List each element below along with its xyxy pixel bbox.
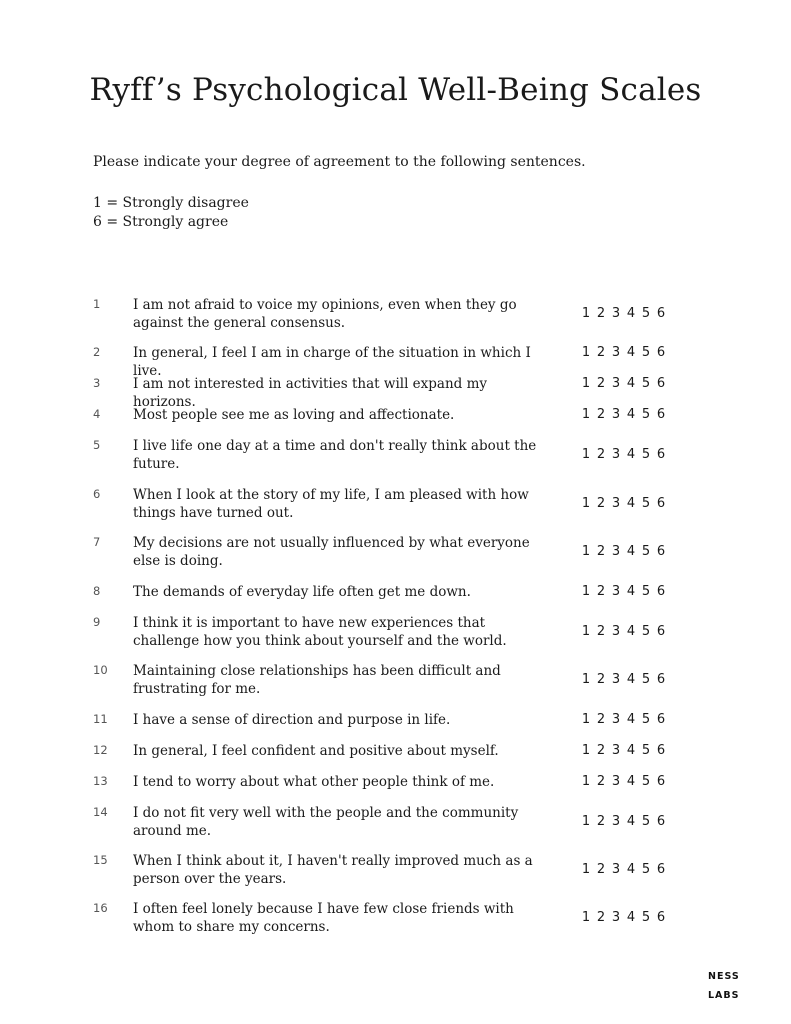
scale-legend-high: 6 = Strongly agree: [93, 214, 229, 230]
rating-option[interactable]: 5: [641, 584, 651, 599]
rating-option[interactable]: 2: [596, 584, 606, 599]
question-text: Most people see me as loving and affectionate.: [133, 407, 455, 423]
page-title: Ryff’s Psychological Well-Being Scales: [89, 72, 702, 108]
question-number: 4: [93, 407, 101, 421]
question-text: I tend to worry about what other people think of me.: [133, 774, 495, 790]
rating-option[interactable]: 4: [626, 774, 636, 789]
rating-option[interactable]: 1: [581, 774, 591, 789]
rating-option[interactable]: 2: [596, 407, 606, 422]
question-row: [93, 345, 693, 379]
rating-option[interactable]: 1: [581, 306, 591, 321]
rating-option[interactable]: 5: [641, 306, 651, 321]
question-row: [93, 663, 693, 699]
question-row: [93, 712, 693, 730]
rating-option[interactable]: 4: [626, 306, 636, 321]
question-text: When I think about it, I haven't really improved much as a person over the years.: [133, 853, 533, 887]
rating-option[interactable]: 2: [596, 814, 606, 829]
rating-option[interactable]: 5: [641, 447, 651, 462]
question-number: 8: [93, 584, 101, 598]
rating-option[interactable]: 3: [611, 306, 621, 321]
rating-option[interactable]: 3: [611, 447, 621, 462]
rating-option[interactable]: 5: [641, 774, 651, 789]
rating-option[interactable]: 3: [611, 862, 621, 877]
rating-option[interactable]: 3: [611, 544, 621, 559]
question-text: I do not fit very well with the people and the community around me.: [133, 805, 519, 839]
rating-option[interactable]: 2: [596, 306, 606, 321]
question-number: 6: [93, 487, 101, 501]
rating-option[interactable]: 6: [656, 910, 666, 925]
rating-option[interactable]: 6: [656, 496, 666, 511]
question-number: 1: [93, 297, 101, 311]
rating-option[interactable]: 1: [581, 743, 591, 758]
rating-option[interactable]: 3: [611, 345, 621, 360]
rating-option[interactable]: 5: [641, 910, 651, 925]
rating-option[interactable]: 2: [596, 774, 606, 789]
question-text: When I look at the story of my life, I am pleased with how things have turned out.: [133, 487, 529, 521]
rating-scale: [581, 544, 671, 559]
rating-scale: [581, 712, 671, 727]
rating-option[interactable]: 5: [641, 672, 651, 687]
question-number: 16: [93, 901, 108, 915]
rating-option[interactable]: 1: [581, 910, 591, 925]
rating-option[interactable]: 4: [626, 376, 636, 391]
rating-option[interactable]: 6: [656, 306, 666, 321]
rating-option[interactable]: 2: [596, 862, 606, 877]
question-text: Maintaining close relationships has been difficult and frustrating for me.: [133, 663, 501, 697]
rating-option[interactable]: 6: [656, 407, 666, 422]
rating-option[interactable]: 4: [626, 447, 636, 462]
rating-option[interactable]: 3: [611, 376, 621, 391]
question-number: 2: [93, 345, 101, 359]
rating-option[interactable]: 6: [656, 447, 666, 462]
question-row: [93, 438, 693, 474]
question-row: [93, 901, 693, 937]
rating-scale: [581, 910, 671, 925]
scale-legend-low: 1 = Strongly disagree: [93, 195, 249, 211]
question-number: 14: [93, 805, 108, 819]
rating-option[interactable]: 4: [626, 712, 636, 727]
instructions: Please indicate your degree of agreement to the following sentences.: [93, 154, 586, 170]
question-number: 11: [93, 712, 108, 726]
rating-scale: [581, 306, 671, 321]
rating-option[interactable]: 1: [581, 544, 591, 559]
rating-option[interactable]: 3: [611, 672, 621, 687]
rating-option[interactable]: 6: [656, 584, 666, 599]
rating-option[interactable]: 3: [611, 743, 621, 758]
rating-scale: [581, 743, 671, 758]
question-row: [93, 853, 693, 889]
rating-option[interactable]: 1: [581, 672, 591, 687]
rating-option[interactable]: 3: [611, 407, 621, 422]
rating-option[interactable]: 1: [581, 447, 591, 462]
rating-scale: [581, 624, 671, 639]
rating-option[interactable]: 4: [626, 862, 636, 877]
rating-option[interactable]: 5: [641, 376, 651, 391]
rating-scale: [581, 447, 671, 462]
rating-option[interactable]: 2: [596, 447, 606, 462]
question-row: [93, 774, 693, 792]
rating-option[interactable]: 3: [611, 712, 621, 727]
rating-option[interactable]: 2: [596, 910, 606, 925]
rating-option[interactable]: 6: [656, 814, 666, 829]
rating-scale: [581, 584, 671, 599]
question-row: [93, 376, 693, 410]
rating-scale: [581, 407, 671, 422]
question-row: [93, 535, 693, 571]
rating-option[interactable]: 6: [656, 774, 666, 789]
rating-option[interactable]: 5: [641, 407, 651, 422]
logo-line-2: LABS: [708, 990, 740, 1001]
rating-option[interactable]: 3: [611, 496, 621, 511]
rating-option[interactable]: 2: [596, 712, 606, 727]
rating-scale: [581, 672, 671, 687]
question-row: [93, 743, 693, 761]
logo-line-1: NESS: [708, 971, 740, 982]
scale-legend: [93, 194, 249, 232]
rating-option[interactable]: 6: [656, 672, 666, 687]
rating-option[interactable]: 6: [656, 376, 666, 391]
rating-option[interactable]: 6: [656, 544, 666, 559]
question-row: [93, 487, 693, 523]
rating-scale: [581, 814, 671, 829]
rating-option[interactable]: 1: [581, 407, 591, 422]
rating-option[interactable]: 2: [596, 624, 606, 639]
rating-option[interactable]: 5: [641, 743, 651, 758]
rating-option[interactable]: 5: [641, 712, 651, 727]
rating-option[interactable]: 6: [656, 624, 666, 639]
rating-option[interactable]: 5: [641, 624, 651, 639]
rating-scale: [581, 862, 671, 877]
rating-option[interactable]: 2: [596, 345, 606, 360]
rating-option[interactable]: 6: [656, 862, 666, 877]
question-row: [93, 297, 693, 333]
question-text: In general, I feel confident and positive about myself.: [133, 743, 499, 759]
question-text: I think it is important to have new experiences that challenge how you think about yourself and the world.: [133, 615, 507, 649]
question-text: I am not interested in activities that will expand my horizons.: [133, 376, 488, 410]
question-text: My decisions are not usually influenced by what everyone else is doing.: [133, 535, 530, 569]
rating-option[interactable]: 1: [581, 624, 591, 639]
rating-option[interactable]: 3: [611, 814, 621, 829]
rating-option[interactable]: 2: [596, 496, 606, 511]
rating-option[interactable]: 3: [611, 774, 621, 789]
question-number: 12: [93, 743, 108, 757]
question-row: [93, 615, 693, 651]
rating-option[interactable]: 3: [611, 584, 621, 599]
question-number: 13: [93, 774, 108, 788]
rating-option[interactable]: 1: [581, 712, 591, 727]
rating-option[interactable]: 2: [596, 376, 606, 391]
rating-option[interactable]: 6: [656, 345, 666, 360]
rating-option[interactable]: 4: [626, 672, 636, 687]
rating-option[interactable]: 5: [641, 862, 651, 877]
rating-option[interactable]: 1: [581, 814, 591, 829]
question-row: [93, 584, 693, 602]
rating-option[interactable]: 1: [581, 496, 591, 511]
rating-option[interactable]: 1: [581, 376, 591, 391]
question-text: In general, I feel I am in charge of the situation in which I live.: [133, 345, 531, 379]
question-number: 15: [93, 853, 108, 867]
rating-option[interactable]: 1: [581, 345, 591, 360]
rating-scale: [581, 376, 671, 391]
question-text: I live life one day at a time and don't really think about the future.: [133, 438, 537, 472]
question-number: 3: [93, 376, 101, 390]
question-number: 9: [93, 615, 101, 629]
rating-option[interactable]: 4: [626, 743, 636, 758]
question-number: 7: [93, 535, 101, 549]
question-text: I have a sense of direction and purpose in life.: [133, 712, 451, 728]
question-row: [93, 805, 693, 841]
rating-option[interactable]: 5: [641, 544, 651, 559]
rating-option[interactable]: 4: [626, 584, 636, 599]
rating-option[interactable]: 4: [626, 814, 636, 829]
question-text: I often feel lonely because I have few close friends with whom to share my concerns.: [133, 901, 514, 935]
question-number: 10: [93, 663, 108, 677]
rating-scale: [581, 345, 671, 360]
rating-option[interactable]: 5: [641, 814, 651, 829]
rating-option[interactable]: 5: [641, 496, 651, 511]
rating-option[interactable]: 1: [581, 584, 591, 599]
rating-option[interactable]: 2: [596, 544, 606, 559]
question-number: 5: [93, 438, 101, 452]
rating-option[interactable]: 2: [596, 672, 606, 687]
question-text: I am not afraid to voice my opinions, even when they go against the general consensus.: [133, 297, 517, 331]
rating-option[interactable]: 4: [626, 624, 636, 639]
rating-option[interactable]: 4: [626, 345, 636, 360]
question-text: The demands of everyday life often get me down.: [133, 584, 471, 600]
rating-scale: [581, 774, 671, 789]
rating-option[interactable]: 1: [581, 862, 591, 877]
rating-scale: [581, 496, 671, 511]
rating-option[interactable]: 2: [596, 743, 606, 758]
rating-option[interactable]: 6: [656, 743, 666, 758]
rating-option[interactable]: 6: [656, 712, 666, 727]
rating-option[interactable]: 3: [611, 624, 621, 639]
question-row: [93, 407, 693, 425]
rating-option[interactable]: 4: [626, 544, 636, 559]
ness-labs-logo: [708, 967, 740, 1005]
rating-option[interactable]: 4: [626, 496, 636, 511]
rating-option[interactable]: 4: [626, 910, 636, 925]
rating-option[interactable]: 3: [611, 910, 621, 925]
rating-option[interactable]: 5: [641, 345, 651, 360]
rating-option[interactable]: 4: [626, 407, 636, 422]
